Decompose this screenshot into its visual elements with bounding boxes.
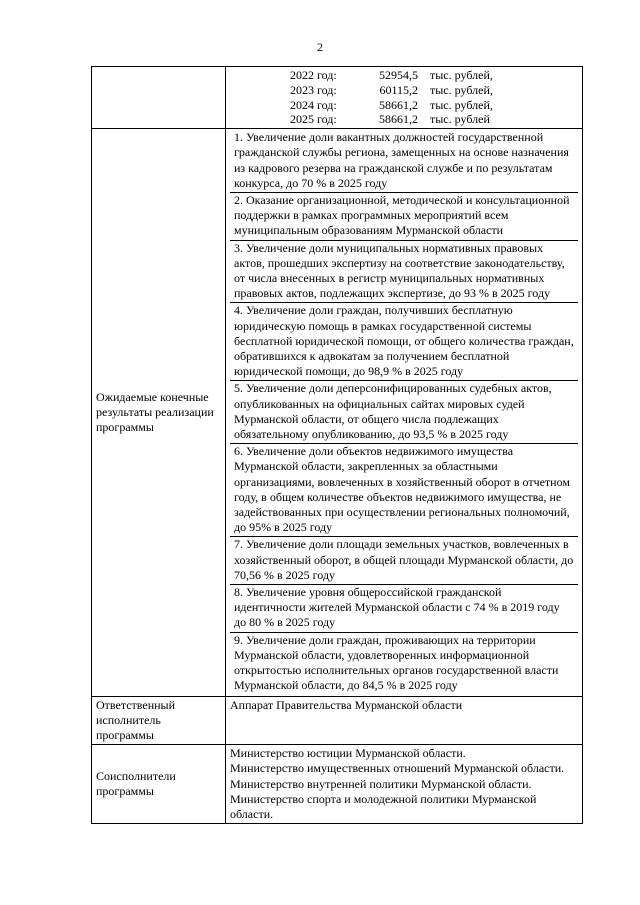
funding-amount: 52954,5	[379, 68, 418, 82]
result-item: 9. Увеличение доли граждан, проживающих на территории Мурманской области, удовлетворенных информационной открытостью исполнительных органов государственной власти Мурманской области, до 84,5 % в 2025 году	[234, 632, 559, 693]
results-label: Ожидаемые конечные результаты реализации программы	[92, 129, 226, 696]
result-item: 3. Увеличение доли муниципальных нормативных правовых актов, прошедших экспертизу на соответствие законодательству, от числа внесенных в регистр муниципальных нормативных правовых актов, подлежащих экспертизе, до 93 % в 2025 году	[230, 241, 578, 304]
results-row	[92, 129, 583, 696]
funding-year: 2024 год:	[290, 97, 337, 112]
funding-unit: тыс. рублей,	[430, 68, 493, 82]
funding-amount: 58661,2	[379, 112, 418, 127]
program-passport-table	[91, 66, 583, 824]
funding-year: 2023 год:	[290, 82, 337, 97]
funding-line	[230, 68, 578, 83]
coexecutors-label: Соисполнители программы	[92, 745, 226, 824]
coexecutors-list	[226, 745, 583, 824]
coexecutor-item: Министерство имущественных отношений Мурманской области.	[230, 761, 565, 776]
results-list	[226, 129, 583, 696]
result-item: 7. Увеличение доли площади земельных участков, вовлеченных в хозяйственный оборот, в общей площади Мурманской области, до 70,56 % в 2025 году	[230, 537, 578, 585]
result-item: 8. Увеличение уровня общероссийской гражданской идентичности жителей Мурманской области с 74 % в 2019 году до 80 % в 2025 году	[230, 585, 578, 633]
result-item: 1. Увеличение доли вакантных должностей государственной гражданской службы региона, замещенных на основе назначения из кадрового резерва на гражданской службе и по результатам конкурса, до 70 % в 2025 году	[230, 130, 578, 193]
funding-row	[92, 67, 583, 129]
result-item: 6. Увеличение доли объектов недвижимого имущества Мурманской области, закрепленных за областными организациями, вовлеченных в хозяйственный оборот в отчетном году, в общем количестве объектов недвижимого имущества, не задействованных при осуществлении региональных полномочий, до 95% в 2025 году	[230, 444, 578, 537]
coexecutor-item: Министерство спорта и молодежной политики Мурманской области.	[230, 791, 537, 821]
page-number: 2	[317, 40, 323, 54]
funding-year: 2025 год:	[290, 112, 337, 127]
executor-row	[92, 696, 583, 745]
funding-amount: 58661,2	[379, 97, 418, 112]
result-item: 4. Увеличение доли граждан, получивших бесплатную юридическую помощь в рамках государственной системы бесплатной юридической помощи, от общего количества граждан, обратившихся к адвокатам за получением бесплатной юридической помощи, до 98,9 % в 2025 году	[230, 303, 578, 381]
funding-amount: 60115,2	[379, 82, 418, 97]
result-item: 5. Увеличение доли деперсонифицированных судебных актов, опубликованных на официальных сайтах мировых судей Мурманской области, от общего числа подлежащих обязательному опубликованию, до 93,5 % в 2025 году	[230, 381, 578, 444]
funding-unit: тыс. рублей,	[430, 97, 493, 112]
executor-value: Аппарат Правительства Мурманской области	[226, 696, 583, 745]
funding-unit: тыс. рублей,	[430, 82, 493, 97]
funding-unit: тыс. рублей	[430, 112, 490, 127]
funding-line	[230, 83, 578, 98]
funding-cell	[226, 67, 583, 129]
funding-line	[230, 98, 578, 113]
result-item: 2. Оказание организационной, методической и консультационной поддержки в рамках программных мероприятий всем муниципальным образованиям Мурманской области	[230, 193, 578, 241]
funding-label-cell	[92, 67, 226, 129]
coexecutor-item: Министерство юстиции Мурманской области.	[230, 746, 466, 761]
coexecutor-item: Министерство внутренней политики Мурманской области.	[230, 776, 532, 791]
coexecutors-row	[92, 745, 583, 824]
funding-line	[230, 112, 578, 127]
funding-year: 2022 год:	[290, 68, 337, 82]
executor-label: Ответственный исполнитель программы	[92, 696, 226, 745]
